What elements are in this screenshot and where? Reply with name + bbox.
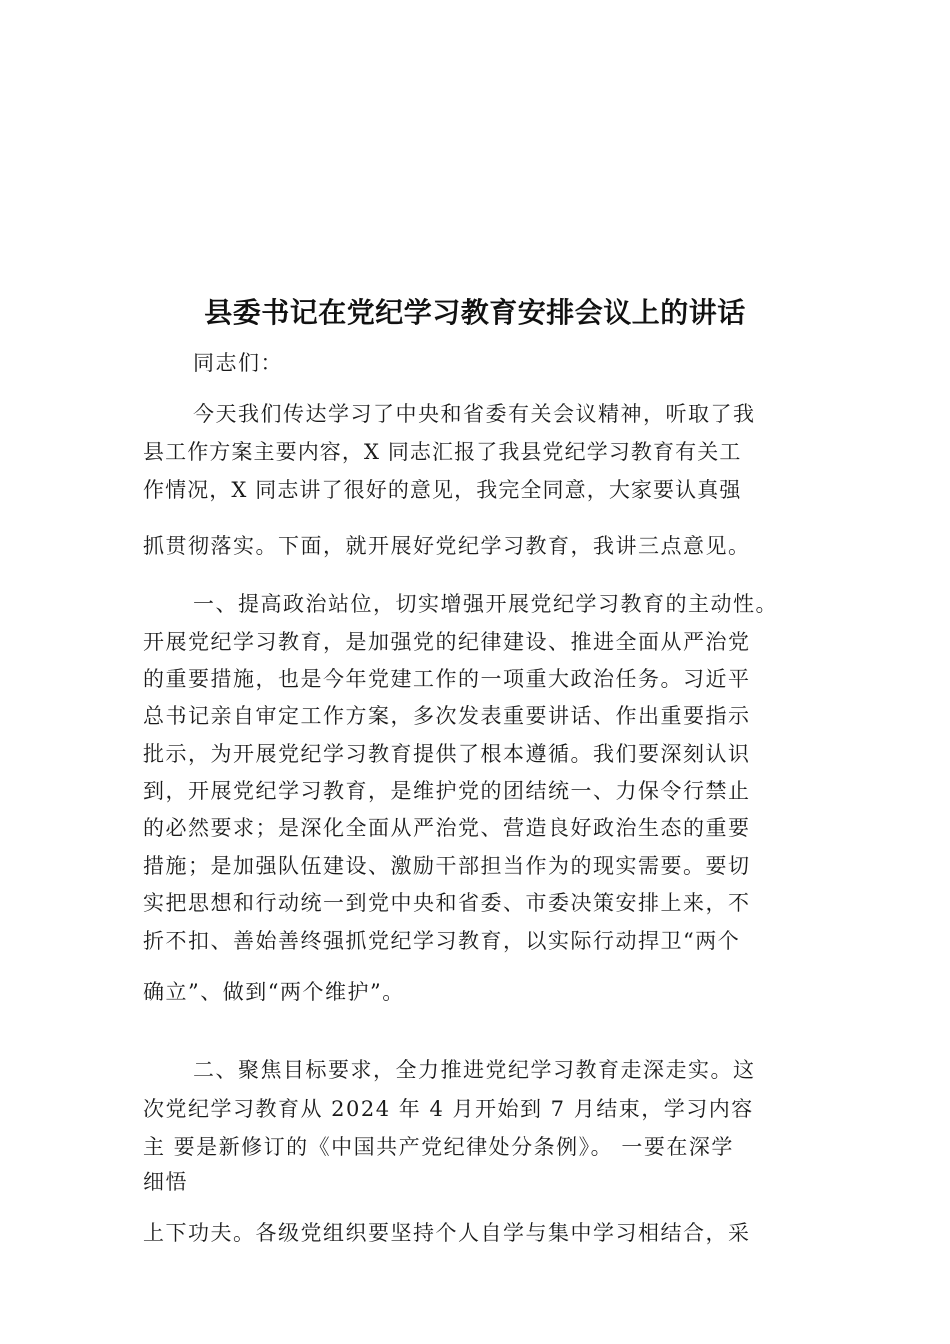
document-title: 县委书记在党纪学习教育安排会议上的讲话 xyxy=(204,296,746,329)
section-heading-2: 二、聚焦目标要求，全力推进党纪学习教育走深走实。这 xyxy=(193,1058,756,1082)
paragraph-line: 总书记亲自审定工作方案，多次发表重要讲话、作出重要指示 xyxy=(143,704,751,728)
paragraph-line: 上下功夫。各级党组织要坚持个人自学与集中学习相结合，采 xyxy=(143,1221,751,1245)
paragraph-line: 抓贯彻落实。下面，就开展好党纪学习教育，我讲三点意见。 xyxy=(143,534,751,558)
paragraph-line: 县工作方案主要内容，X 同志汇报了我县党纪学习教育有关工 xyxy=(143,440,742,464)
paragraph-line: 的必然要求；是深化全面从严治党、营造良好政治生态的重要 xyxy=(143,816,751,840)
paragraph-line: 次党纪学习教育从 2024 年 4 月开始到 7 月结束，学习内容 xyxy=(143,1097,754,1121)
paragraph-line: 措施；是加强队伍建设、激励干部担当作为的现实需要。要切 xyxy=(143,854,751,878)
paragraph-line: 折不扣、善始善终强抓党纪学习教育，以实际行动捍卫“两个 xyxy=(143,929,741,953)
paragraph-line: 到，开展党纪学习教育，是维护党的团结统一、力保令行禁止 xyxy=(143,779,751,803)
paragraph-line: 确立”、做到“两个维护”。 xyxy=(143,980,405,1004)
paragraph-line: 细悟 xyxy=(143,1170,188,1194)
paragraph-line: 实把思想和行动统一到党中央和省委、市委决策安排上来，不 xyxy=(143,891,751,915)
paragraph-line: 的重要措施，也是今年党建工作的一项重大政治任务。习近平 xyxy=(143,667,751,691)
paragraph-line: 批示，为开展党纪学习教育提供了根本遵循。我们要深刻认识 xyxy=(143,742,751,766)
paragraph-line: 主 要是新修订的《中国共产党纪律处分条例》。 一要在深学 xyxy=(143,1135,734,1159)
paragraph-line: 作情况，X 同志讲了很好的意见，我完全同意，大家要认真强 xyxy=(143,478,742,502)
salutation: 同志们： xyxy=(193,351,283,375)
paragraph-line: 开展党纪学习教育，是加强党的纪律建设、推进全面从严治党 xyxy=(143,630,751,654)
paragraph-line: 今天我们传达学习了中央和省委有关会议精神，听取了我 xyxy=(193,402,756,426)
section-heading-1: 一、提高政治站位，切实增强开展党纪学习教育的主动性。 xyxy=(193,592,778,616)
